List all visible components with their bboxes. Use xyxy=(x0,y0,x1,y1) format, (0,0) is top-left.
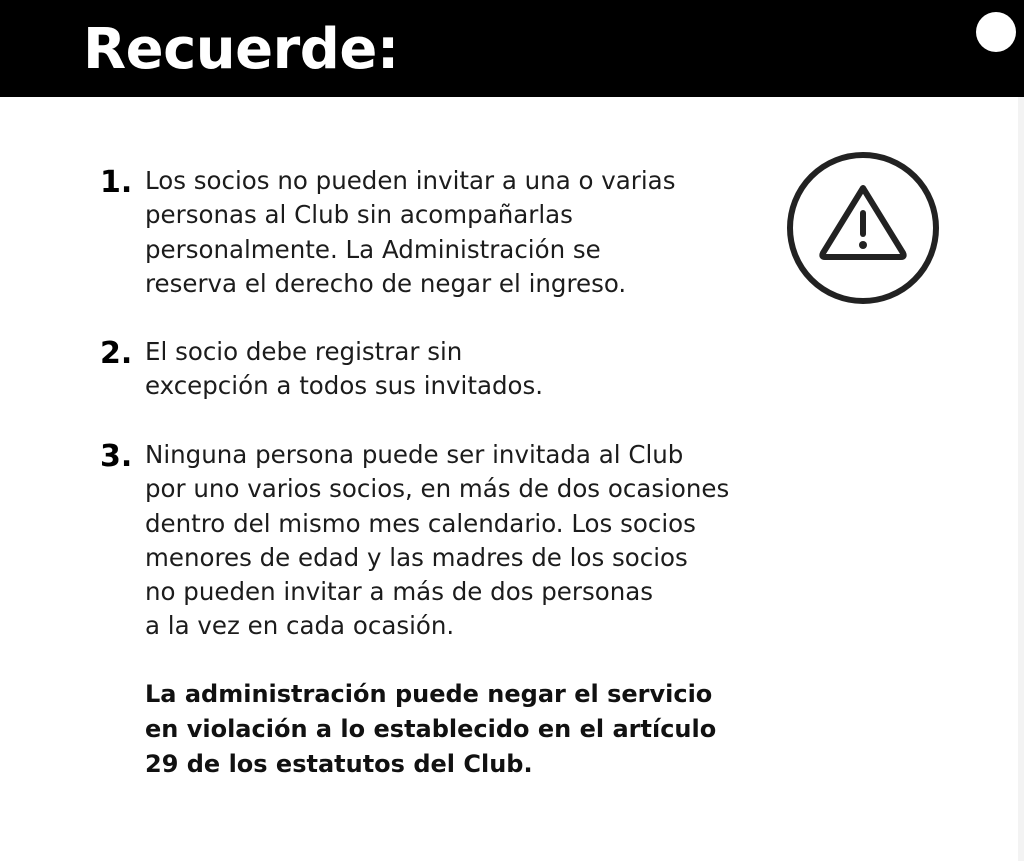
rule-text-line: no pueden invitar a más de dos personas xyxy=(145,577,654,607)
rule-text xyxy=(145,164,785,301)
rule-number: 3. xyxy=(100,439,133,474)
rule-text xyxy=(145,438,785,644)
rule-text-line: menores de edad y las madres de los socios xyxy=(145,542,688,572)
rule-text-line: excepción a todos sus invitados. xyxy=(145,371,544,401)
notice-line: en violación a lo establecido en el artículo xyxy=(145,715,717,743)
notice-line: 29 de los estatutos del Club. xyxy=(145,750,533,778)
rule-text-line: Ninguna persona puede ser invitada al Club xyxy=(145,440,684,469)
rule-text-line: a la vez en cada ocasión. xyxy=(145,611,455,641)
rule-number: 2. xyxy=(100,336,133,371)
page-edge xyxy=(1018,97,1024,861)
rule-text-line: personalmente. La Administración se xyxy=(145,234,601,264)
warning-icon xyxy=(785,150,941,306)
rule-text-line: reserva el derecho de negar el ingreso. xyxy=(145,268,627,298)
rule-number: 1. xyxy=(100,165,133,200)
administration-notice xyxy=(145,677,716,782)
rule-text-line: El socio debe registrar sin xyxy=(145,337,463,366)
circle-icon xyxy=(976,12,1016,52)
rule-text-line: dentro del mismo mes calendario. Los socios xyxy=(145,508,696,538)
page-title: Recuerde: xyxy=(83,17,399,82)
rule-text-line: por uno varios socios, en más de dos ocasiones xyxy=(145,474,730,504)
rule-text-line: Los socios no pueden invitar a una o varias xyxy=(145,166,676,195)
notice-line: La administración puede negar el servicio xyxy=(145,680,713,708)
rule-text-line: personas al Club sin acompañarlas xyxy=(145,200,573,230)
rule-text xyxy=(145,335,785,404)
header-bar xyxy=(0,0,1024,97)
